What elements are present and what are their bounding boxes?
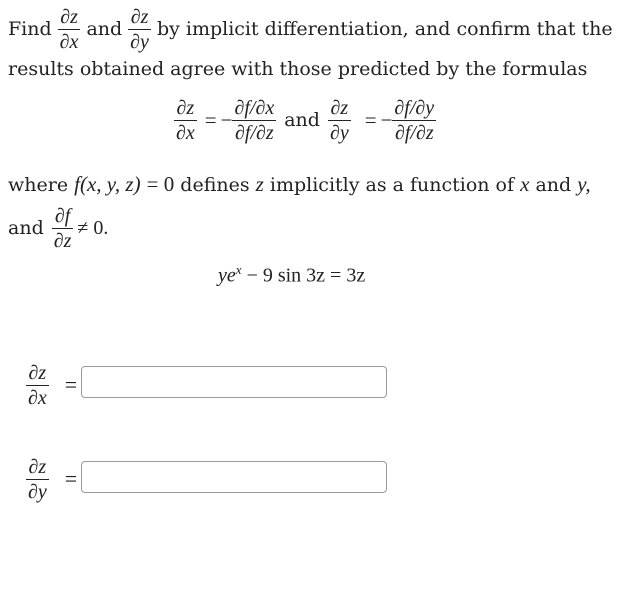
- fraction-denominator: ∂f/∂z: [235, 121, 274, 144]
- not-equal-zero: ≠ 0.: [77, 216, 109, 239]
- formula-ratio-y: [392, 97, 436, 144]
- equation-y: y: [218, 264, 227, 287]
- given-equation: [218, 262, 365, 288]
- fraction-denominator: ∂y: [28, 480, 47, 503]
- defines-word: defines: [180, 174, 250, 196]
- and-word: and: [535, 174, 572, 196]
- fraction-denominator: ∂x: [176, 121, 195, 144]
- minus-sign: −: [380, 107, 393, 132]
- fraction-numerator: ∂f: [54, 204, 71, 227]
- problem-line-2: results obtained agree with those predicted by the formulas: [8, 58, 588, 80]
- equals-sign: =: [364, 107, 377, 132]
- fraction-numerator: ∂f/∂y: [394, 96, 435, 119]
- where-word: where: [8, 174, 69, 196]
- problem-line-1: [8, 4, 613, 54]
- condition-line: [8, 204, 108, 252]
- find-word: Find: [8, 18, 52, 40]
- fraction-numerator: ∂z: [60, 5, 78, 28]
- dz-dy-answer-input[interactable]: [81, 461, 387, 493]
- formula-and: and: [284, 109, 320, 131]
- answer-row-dz-dx: [26, 360, 77, 410]
- where-line: [8, 172, 591, 197]
- df-dz-fraction: [52, 205, 74, 252]
- and-word: and: [86, 18, 123, 40]
- function-f: f(x, y, z): [74, 172, 141, 196]
- var-z: z: [255, 172, 264, 196]
- equals-sign: =: [64, 372, 78, 397]
- fraction-denominator: ∂z: [53, 229, 72, 252]
- equation-e: e: [226, 264, 236, 287]
- equation-rest: − 9 sin 3z = 3z: [241, 264, 366, 287]
- fraction-numerator: ∂z: [28, 455, 47, 478]
- answer-label-dz-dx: [26, 362, 49, 409]
- minus-sign: −: [220, 107, 233, 132]
- equals-sign: =: [64, 466, 78, 491]
- fraction-denominator: ∂y: [329, 121, 349, 144]
- dz-dx-answer-input[interactable]: [81, 366, 387, 398]
- formula-block: [174, 94, 436, 146]
- fraction-denominator: ∂x: [28, 386, 47, 409]
- equation-exponent: x: [235, 262, 242, 277]
- fraction-numerator: ∂z: [130, 5, 149, 28]
- formula-dz-dx: [174, 97, 197, 144]
- equals-zero: = 0: [146, 172, 175, 196]
- var-y: y,: [577, 172, 591, 196]
- dz-dx-fraction: [58, 6, 81, 53]
- and-word: and: [8, 217, 44, 239]
- answer-row-dz-dy: [26, 454, 77, 504]
- dz-dy-fraction: [128, 6, 151, 53]
- fraction-denominator: ∂y: [130, 30, 149, 53]
- fraction-numerator: ∂z: [28, 361, 47, 384]
- formula-dz-dy: [328, 97, 351, 144]
- equals-sign: =: [204, 107, 217, 132]
- line-1-text: by implicit differentiation, and confirm that the: [156, 18, 613, 40]
- fraction-numerator: ∂z: [176, 96, 195, 119]
- fraction-numerator: ∂f/∂x: [234, 96, 275, 119]
- fraction-numerator: ∂z: [330, 96, 349, 119]
- fraction-denominator: ∂x: [59, 30, 79, 53]
- fraction-denominator: ∂f/∂z: [394, 121, 434, 144]
- implicitly-text: implicitly as a function of: [269, 174, 515, 196]
- formula-ratio-x: [232, 97, 276, 144]
- var-x: x: [520, 172, 530, 196]
- answer-label-dz-dy: [26, 456, 49, 503]
